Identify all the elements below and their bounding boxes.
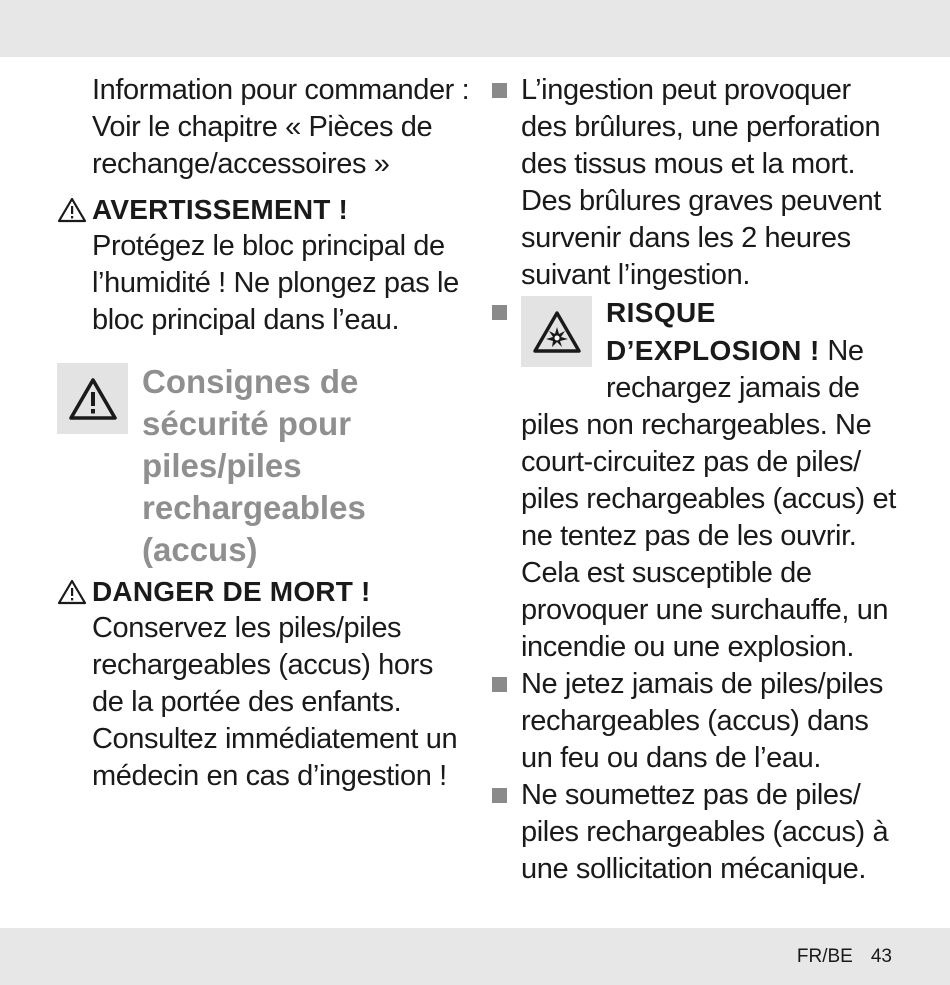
warning-triangle-icon bbox=[57, 579, 87, 605]
warning-text: Protégez le bloc principal de l’humidité ! Ne plongez pas le bloc principal dans l’eau. bbox=[92, 230, 459, 336]
explosion-icon bbox=[531, 309, 583, 355]
danger-text: Conservez les piles/piles rechargeables (accus) hors de la portée des enfants. Consultez immédiatement un médecin en cas d’ingestion ! bbox=[92, 612, 458, 792]
section-title: Consignes de sécurité pour piles/piles rechargeables (accus) bbox=[142, 363, 366, 568]
explosion-heading-text: RISQUE D’EXPLOSION ! Ne rechargez jamais de bbox=[606, 297, 864, 404]
footer-locale: FR/BE bbox=[796, 946, 853, 967]
bullet-fire: Ne jetez jamais de piles/piles rechargeables (accus) dans un feu ou dans de l’eau. bbox=[490, 666, 910, 777]
bullet-square-icon bbox=[492, 305, 507, 320]
bullet-square-icon bbox=[492, 677, 507, 692]
bullet-mechanical: Ne soumettez pas de piles/ piles rechargeables (accus) à une sollicitation mécanique. bbox=[490, 777, 910, 888]
page-number: 43 bbox=[870, 946, 892, 967]
page-footer bbox=[797, 946, 892, 968]
warning-triangle-icon bbox=[57, 197, 87, 223]
right-column bbox=[490, 72, 910, 888]
explosion-title-2: D’EXPLOSION ! bbox=[606, 335, 820, 366]
bullet-explosion bbox=[490, 294, 910, 666]
danger-heading bbox=[57, 573, 477, 610]
danger-title: DANGER DE MORT ! bbox=[92, 576, 371, 607]
explosion-text: piles non rechargeables. Ne court-circuitez pas de piles/ piles rechargeables (accus) et ne tentez pas de les ouvrir. Cela est susceptible de provoquer une surchauffe, un incendie ou une explosion. bbox=[521, 409, 896, 663]
bullet-square-icon bbox=[492, 788, 507, 803]
top-band bbox=[0, 0, 950, 57]
explosion-title-1: RISQUE bbox=[606, 297, 716, 328]
explosion-icon-box bbox=[521, 296, 592, 367]
section-icon-box bbox=[57, 363, 128, 434]
bullet-ingestion: L’ingestion peut provoquer des brûlures, une perforation des tissus mous et la mort. Des brûlures graves peuvent survenir dans les 2 heures suivant l’ingestion. bbox=[490, 72, 910, 294]
order-info: Information pour commander : Voir le chapitre « Pièces de rechange/accessoires » bbox=[92, 74, 470, 180]
warning-heading bbox=[57, 191, 477, 228]
left-column bbox=[57, 72, 477, 795]
warning-triangle-icon bbox=[67, 376, 119, 422]
warning-title: AVERTISSEMENT ! bbox=[92, 194, 349, 225]
bullet-square-icon bbox=[492, 83, 507, 98]
section-heading bbox=[57, 361, 477, 571]
